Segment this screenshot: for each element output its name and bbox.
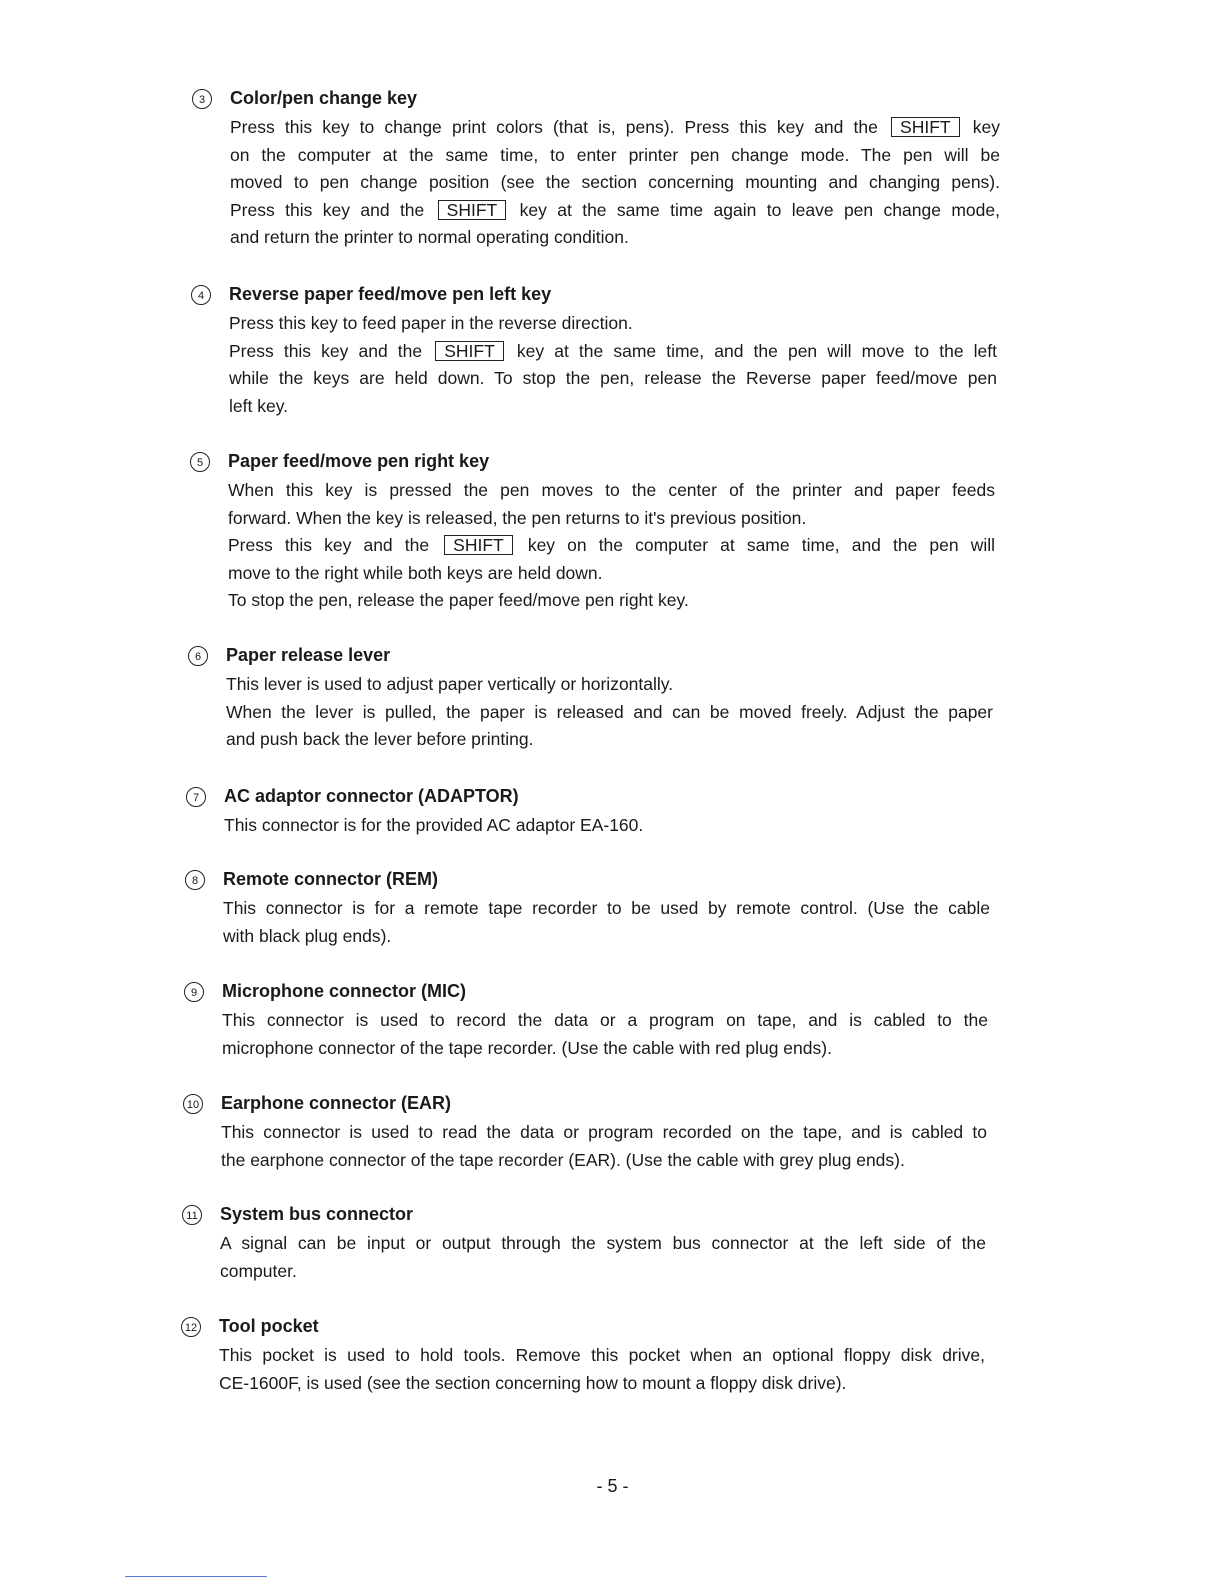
body-line	[229, 396, 288, 417]
body-text: and push back the lever before printing.	[226, 729, 534, 749]
body-line	[226, 729, 533, 750]
body-text: the earphone connector of the tape recorder (EAR). (Use the cable with grey plug ends).	[221, 1149, 905, 1170]
body-text: key at the same time, and the pen will move to the left	[516, 340, 997, 361]
body-text: CE-1600F, is used (see the section concerning how to mount a floppy disk drive).	[219, 1372, 847, 1393]
body-line	[230, 200, 1000, 221]
body-line	[228, 563, 603, 584]
section-number: 9	[184, 982, 204, 1002]
body-line	[219, 1373, 846, 1394]
body-line	[226, 674, 673, 695]
section-title: System bus connector	[220, 1204, 414, 1224]
section-number: 5	[190, 452, 210, 472]
body-line	[219, 1345, 985, 1366]
body-line	[221, 1150, 905, 1171]
body-text: This connector is used to read the data or program recorded on the tape, and is cabled to	[221, 1122, 987, 1142]
body-text: move to the right while both keys are held down.	[228, 562, 603, 583]
body-line	[228, 508, 806, 529]
section-number: 11	[182, 1205, 202, 1225]
shift-key-label: SHIFT	[444, 535, 513, 555]
body-line	[228, 590, 689, 611]
body-line	[226, 702, 993, 723]
section-title: Microphone connector (MIC)	[222, 981, 466, 1001]
section-title: Paper feed/move pen right key	[228, 451, 490, 471]
page-number: - 5 -	[596, 1476, 629, 1496]
body-text: Press this key and the	[230, 199, 425, 220]
body-text: key	[972, 117, 1000, 137]
body-line	[230, 227, 629, 248]
section-number: 7	[186, 787, 206, 807]
body-text: while the keys are held down. To stop the pen, release the Reverse paper feed/move pen	[229, 368, 997, 388]
section-title: Tool pocket	[219, 1316, 319, 1336]
section-title: Paper release lever	[226, 645, 391, 665]
body-line	[223, 898, 990, 919]
shift-key-label: SHIFT	[891, 117, 960, 137]
section-title: AC adaptor connector (ADAPTOR)	[224, 786, 519, 806]
body-text: microphone connector of the tape recorder. (Use the cable with red plug ends).	[222, 1037, 832, 1058]
body-line	[220, 1233, 986, 1254]
body-text: and return the printer to normal operating condition.	[230, 227, 629, 247]
body-text: computer.	[220, 1260, 297, 1281]
body-line	[228, 535, 995, 556]
body-text: This connector is used to record the data or a program on tape, and is cabled to the	[222, 1010, 988, 1030]
shift-key-label: SHIFT	[435, 341, 504, 361]
section-number: 4	[191, 285, 211, 305]
body-line	[223, 926, 391, 947]
body-line	[220, 1261, 297, 1282]
body-text: key on the computer at same time, and the pen will	[527, 535, 995, 555]
section-title: Earphone connector (EAR)	[221, 1093, 452, 1113]
body-text: This connector is for the provided AC adaptor EA-160.	[224, 815, 644, 835]
body-text: This pocket is used to hold tools. Remove this pocket when an optional floppy disk drive,	[219, 1345, 985, 1365]
body-text: key at the same time again to leave pen change mode,	[519, 199, 1000, 220]
section-title: Color/pen change key	[230, 88, 418, 108]
body-text: Press this key to change print colors (that is, pens). Press this key and the	[230, 117, 878, 137]
body-line	[230, 172, 1000, 193]
body-text: This connector is for a remote tape recorder to be used by remote control. (Use the cable	[223, 898, 990, 918]
body-text: left key.	[229, 395, 289, 416]
body-line	[222, 1010, 988, 1031]
body-line	[229, 313, 633, 334]
section-number: 12	[181, 1317, 201, 1337]
body-text: A signal can be input or output through the system bus connector at the left side of the	[220, 1233, 986, 1253]
body-text: This lever is used to adjust paper vertically or horizontally.	[226, 674, 674, 694]
section-title: Reverse paper feed/move pen left key	[229, 284, 552, 304]
body-text: with black plug ends).	[223, 925, 392, 946]
body-text: forward. When the key is released, the pen returns to it's previous position.	[228, 507, 807, 528]
section-number: 3	[192, 89, 212, 109]
body-line	[230, 145, 1000, 166]
section-number: 8	[185, 870, 205, 890]
body-line	[224, 815, 643, 836]
body-text: on the computer at the same time, to enter printer pen change mode. The pen will be	[230, 144, 1000, 165]
body-text: To stop the pen, release the paper feed/move pen right key.	[228, 590, 689, 610]
section-title: Remote connector (REM)	[223, 869, 439, 889]
body-text: When this key is pressed the pen moves to the center of the printer and paper feeds	[228, 480, 995, 500]
body-line	[230, 117, 1000, 138]
shift-key-label: SHIFT	[438, 200, 507, 220]
body-text: Press this key to feed paper in the reverse direction.	[229, 313, 633, 333]
body-text: When the lever is pulled, the paper is released and can be moved freely. Adjust the paper	[226, 701, 993, 722]
body-text: Press this key and the	[228, 535, 430, 555]
footer-rule	[125, 1576, 267, 1577]
body-line	[221, 1122, 987, 1143]
section-number: 6	[188, 646, 208, 666]
body-line	[228, 480, 995, 501]
section-number: 10	[183, 1094, 203, 1114]
body-line	[229, 341, 997, 362]
body-text: Press this key and the	[229, 340, 423, 361]
body-line	[222, 1038, 832, 1059]
body-line	[229, 368, 997, 389]
body-text: moved to pen change position (see the section concerning mounting and changing pens).	[230, 172, 1000, 192]
